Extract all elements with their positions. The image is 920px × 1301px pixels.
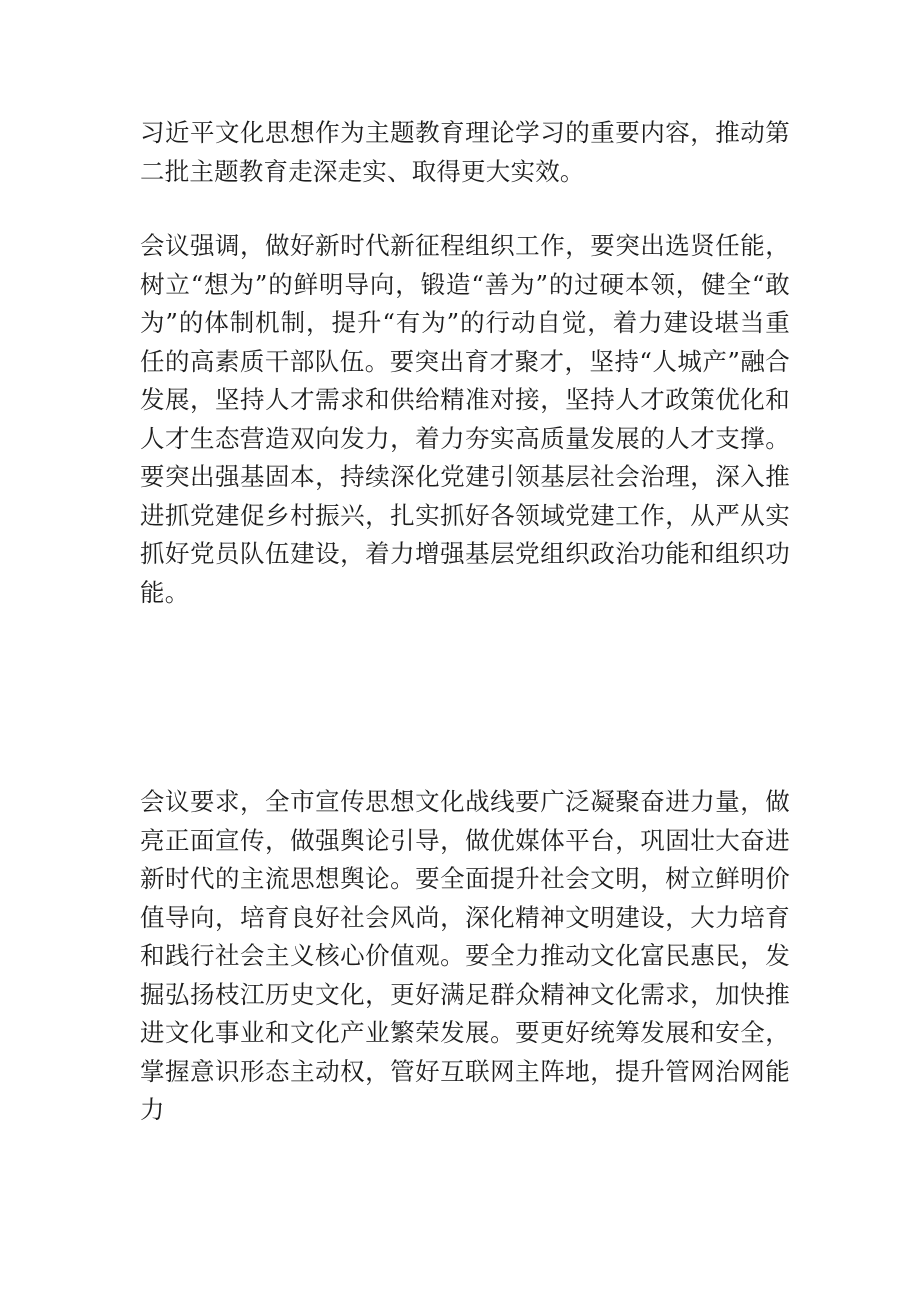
paragraph-theme-education: 习近平文化思想作为主题教育理论学习的重要内容，推动第二批主题教育走深走实、取得更大实效。 [140, 118, 790, 186]
paragraph-organization-work: 会议强调，做好新时代新征程组织工作，要突出选贤任能，树立“想为”的鲜明导向，锻造“善为”的过硬本领，健全“敢为”的体制机制，提升“有为”的行动自觉，着力建设堪当重任的高素质干部队伍。要突出育才聚才，坚持“人城产”融合发展，坚持人才需求和供给精准对接，坚持人才政策优化和人才生态营造双向发力，着力夯实高质量发展的人才支撑。要突出强基固本，持续深化党建引领基层社会治理，深入推进抓党建促乡村振兴，扎实抓好各领域党建工作，从严从实抓好党员队伍建设，着力增强基层党组织政治功能和组织功能。 [140, 231, 790, 607]
paragraph-publicity-culture: 会议要求，全市宣传思想文化战线要广泛凝聚奋进力量，做亮正面宣传，做强舆论引导，做优媒体平台，巩固壮大奋进新时代的主流思想舆论。要全面提升社会文明，树立鲜明价值导向，培育良好社会风尚，深化精神文明建设，大力培育和践行社会主义核心价值观。要全力推动文化富民惠民，发掘弘扬枝江历史文化，更好满足群众精神文化需求，加快推进文化事业和文化产业繁荣发展。要更好统筹发展和安全，掌握意识形态主动权，管好互联网主阵地，提升管网治网能力 [140, 787, 790, 1124]
